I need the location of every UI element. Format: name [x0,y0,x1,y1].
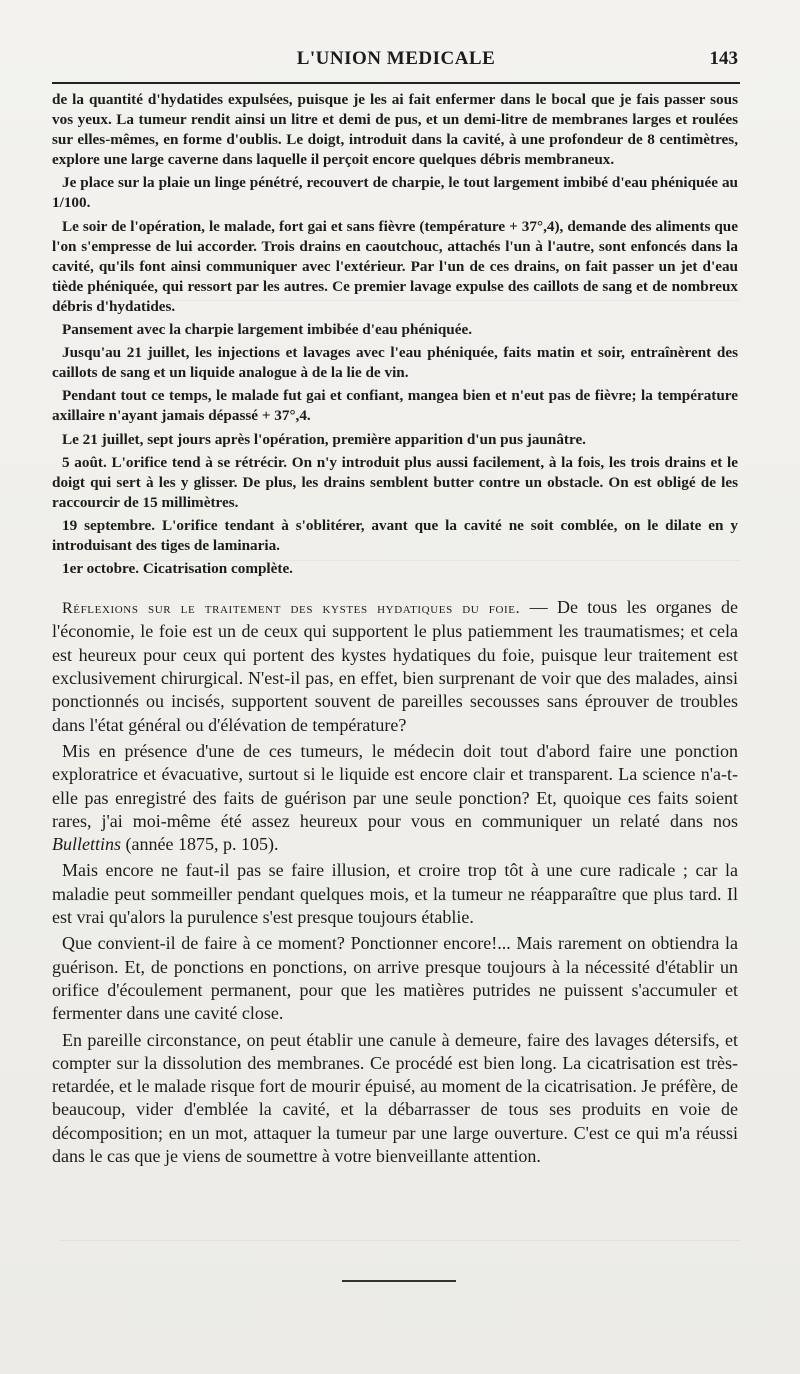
case-paragraph: Pendant tout ce temps, le malade fut gai et confiant, mangea bien et n'eut pas de fièvre; la température axillaire n'ayant jamais dépassé + 37°,4. [52,387,738,425]
case-paragraph: Je place sur la plaie un linge pénétré, recouvert de charpie, le tout largement imbibé d'eau phéniquée au 1/100. [52,174,738,212]
paragraph-text: (année 1875, p. 105). [121,834,279,855]
running-title: L'UNION MEDICALE [296,48,496,69]
case-paragraph: Le 21 juillet, sept jours après l'opération, première apparition d'un pus jaunâtre. [62,430,586,448]
case-paragraph: Le soir de l'opération, le malade, fort gai et sans fièvre (température + 37°,4), demande des aliments que l'on s'empresse de lui accorder. Trois drains en caoutchouc, attachés l'un à l'autre, sont enfoncés dans la cavité, qu'ils font ainsi communiquer avec l'extérieur. Par l'un de ces drains, on fait passer un jet d'eau tiède phéniquée, qui ressort par les autres. Ce premier lavage expulse des caillots de sang et de nombreux débris d'hydatides. [52,217,738,315]
case-paragraph: Jusqu'au 21 juillet, les injections et lavages avec l'eau phéniquée, faits matin et soir, entraînèrent des caillots de sang et un liquide analogue à de la lie de vin. [52,344,738,382]
case-paragraph: Pansement avec la charpie largement imbibée d'eau phéniquée. [62,321,473,339]
case-paragraph: 1er octobre. Cicatrisation complète. [62,560,293,578]
case-paragraph: de la quantité d'hydatides expulsées, puisque je les ai fait enfermer dans le bocal que je fais passer sous vos yeux. La tumeur rendit ainsi un litre et demi de pus, et un demi-litre de membranes larges et roulées sur elles-mêmes, en forme d'oublis. Le doigt, introduit dans la cavité, à une profondeur de 8 centimètres, explore une large caverne dans laquelle il perçoit encore quelques débris membraneux. [52,91,738,169]
section-heading: Réflexions sur le traitement des kystes hydatiques du foie. [62,600,521,618]
header-rule [52,82,740,84]
reflexions-paragraph: En pareille circonstance, on peut établir une canule à demeure, faire des lavages détersifs, et compter sur la dissolution des membranes. Ce procédé est bien long. La cicatrisation est très-retardée, et le malade risque fort de mourir épuisé, au moment de la cicatrisation. Je préfère, de beaucoup, vider d'emblée la cavité, et la débarrasser de tous ses produits en voie de décomposition; en un mot, attaquer la tumeur par une large ouverture. C'est ce qui m'a réussi dans le cas que je viens de soumettre à votre bienveillante attention. [52,1029,738,1166]
reflexions-paragraph: Mais encore ne faut-il pas se faire illusion, et croire trop tôt à une cure radicale ; car la maladie peut sommeiller pendant quelques mois, et la tumeur ne réapparaître que plus tard. Il est vrai qu'alors la purulence s'est presque toujours établie. [52,860,738,928]
reflexions-section [52,596,738,1168]
body-text [52,90,738,1171]
case-report-section [52,90,738,579]
closing-rule [342,1280,456,1282]
case-paragraph: 19 septembre. L'orifice tendant à s'oblitérer, avant que la cavité ne soit comblée, on le dilate en y introduisant des tiges de laminaria. [52,516,738,554]
case-paragraph: 5 août. L'orifice tend à se rétrécir. On n'y introduit plus aussi facilement, à la fois, les trois drains et le doigt qui sert à les y glisser. De plus, les drains semblent butter contre un obstacle. On est obligé de les raccourcir de 15 millimètres. [52,453,738,511]
reflexions-paragraph: Que convient-il de faire à ce moment? Ponctionner encore!... Mais rarement on obtiendra la guérison. Et, de ponctions en ponctions, on arrive presque toujours à la nécessité d'établir un orifice d'écoulement permanent, pour que les matières putrides ne puissent s'accumuler et fermenter dans une cavité close. [52,933,738,1024]
journal-title: Bullettins [52,834,121,855]
reflexions-paragraph [52,740,738,856]
reflexions-paragraph [52,596,738,737]
page-number: 143 [709,48,738,69]
paragraph-text: Mis en présence d'une de ces tumeurs, le médecin doit tout d'abord faire une ponction exploratrice et évacuative, surtout si le liquide est encore clair et transparent. La science n'a-t-elle pas enregistré des faits de guérison par une seule ponction? Et, quoique ces faits soient rares, j'ai moi-même été assez heureux pour vous en communiquer un relaté dans nos [52,740,738,831]
paragraph-text: — De tous les organes de l'économie, le foie est un de ceux qui supportent le plus patiemment les traumatismes; et cela est heureux pour ceux qui portent des kystes hydatiques du foie, puisque leur traitement est exclusivement chirurgical. N'est-il pas, en effet, bien surprenant de voir que des malades, ainsi ponctionnés ou incisés, supportent souvent de pareilles secousses sans éprouver de troubles dans l'état général ou d'élévation de température? [52,597,738,735]
page-header [52,44,740,76]
